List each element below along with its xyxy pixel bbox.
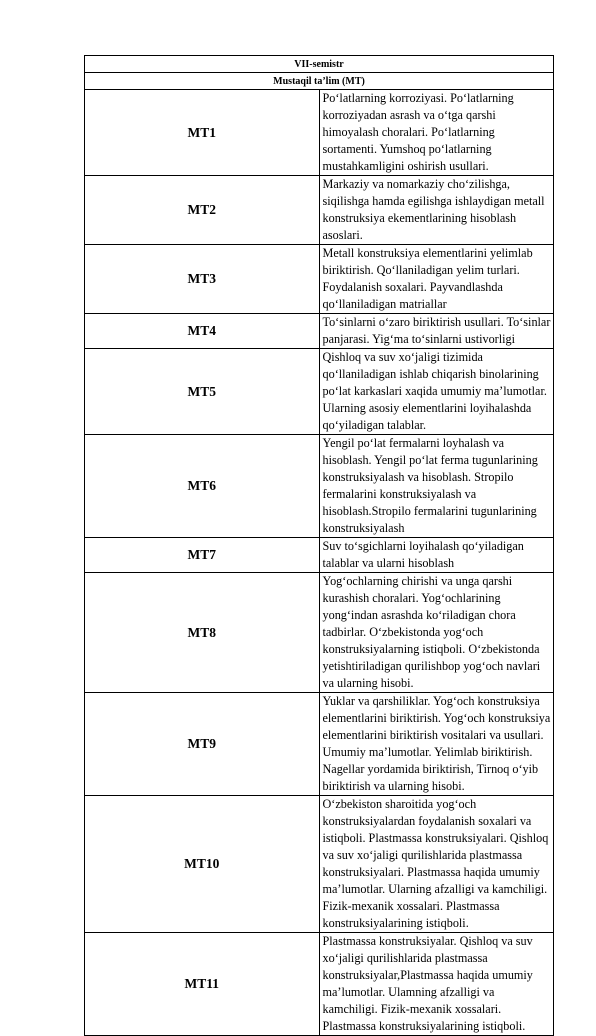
table-row: [85, 349, 554, 435]
row-description: Po‘latlarning korroziyasi. Po‘latlarning korroziyadan asrash va o‘tga qarshi himoyalash choralari. Po‘latlarning sortamenti. Yumshoq po‘latlarning mustahkamligini oshirish usullari.: [319, 90, 554, 176]
row-description: To‘sinlarni o‘zaro biriktirish usullari. To‘sinlar panjarasi. Yig‘ma to‘sinlarni ustivorligi: [319, 314, 554, 349]
row-code: MT4: [85, 314, 320, 349]
row-code: MT8: [85, 573, 320, 693]
independent-study-table: [84, 55, 554, 1036]
table-row: [85, 538, 554, 573]
table-row: [85, 933, 554, 1036]
row-code: MT6: [85, 435, 320, 538]
row-description: Yog‘ochlarning chirishi va unga qarshi kurashish choralari. Yog‘ochlarining yong‘indan asrashda ko‘riladigan chora tadbirlar. O‘zbekistonda yog‘och konstruksiyalarning istiqboli. O‘zbekistonda yetishtiriladigan qurilishbop yog‘och navlari va ularning hisobi.: [319, 573, 554, 693]
table-row: [85, 573, 554, 693]
header-row-semester: [85, 56, 554, 73]
header-row-subtitle: [85, 73, 554, 90]
row-description: Metall konstruksiya elementlarini yelimlab biriktirish. Qo‘llaniladigan yelim turlari. Foydalanish soxalari. Payvandlashda qo‘llaniladigan matriallar: [319, 245, 554, 314]
row-description: Yengil po‘lat fermalarni loyhalash va hisoblash. Yengil po‘lat ferma tugunlarining konstruksiyalash va hisoblash. Stropilo fermalarini konstruksiyalash va hisoblash.Stropilo fermalarini tugunlarining konstruksiyalash: [319, 435, 554, 538]
row-code: MT10: [85, 796, 320, 933]
table-subtitle: Mustaqil ta’lim (MT): [85, 73, 554, 90]
table-row: [85, 435, 554, 538]
row-description: Suv to‘sgichlarni loyihalash qo‘yiladigan talablar va ularni hisoblash: [319, 538, 554, 573]
table-row: [85, 796, 554, 933]
semester-heading: VII-semistr: [85, 56, 554, 73]
table-row: [85, 176, 554, 245]
row-code: MT5: [85, 349, 320, 435]
table-row: [85, 693, 554, 796]
row-description: Plastmassa konstruksiyalar. Qishloq va suv xo‘jaligi qurilishlarida plastmassa konstruksiyalar,Plastmassa haqida umumiy ma’lumotlar. Ulamning afzalligi va kamchiligi. Fizik-mexanik xossalari. Plastmassa konstruksiyalarining istiqboli.: [319, 933, 554, 1036]
row-code: MT1: [85, 90, 320, 176]
table-row: [85, 314, 554, 349]
table-row: [85, 90, 554, 176]
row-code: MT2: [85, 176, 320, 245]
row-description: Yuklar va qarshiliklar. Yog‘och konstruksiya elementlarini biriktirish. Yog‘och konstruksiya elementlarini biriktirish vositalari va usullari. Umumiy ma’lumotlar. Yelimlab biriktirish. Nagellar yordamida biriktirish, Tirnoq o‘yib biriktirish va ularning hisobi.: [319, 693, 554, 796]
row-code: MT3: [85, 245, 320, 314]
row-code: MT11: [85, 933, 320, 1036]
table-row: [85, 245, 554, 314]
row-code: MT7: [85, 538, 320, 573]
row-code: MT9: [85, 693, 320, 796]
row-description: Qishloq va suv xo‘jaligi tizimida qo‘llaniladigan ishlab chiqarish binolarining po‘lat karkaslari xaqida umumiy ma’lumotlar. Ularning asosiy elementlarini loyihalashda qo‘yiladigan talablar.: [319, 349, 554, 435]
row-description: Markaziy va nomarkaziy cho‘zilishga, siqilishga hamda egilishga ishlaydigan metall konstruksiya ekementlarining hisoblash asoslari.: [319, 176, 554, 245]
row-description: O‘zbekiston sharoitida yog‘och konstruksiyalardan foydalanish soxalari va istiqboli. Plastmassa konstruksiyalari. Qishloq va suv xo‘jaligi qurilishlarida plastmassa konstruksiyalari. Plastmassa haqida umumiy ma’lumotlar. Ularning afzalligi va kamchiligi. Fizik-mexanik xossalari. Plastmassa konstruksiyalarining istiqboli.: [319, 796, 554, 933]
